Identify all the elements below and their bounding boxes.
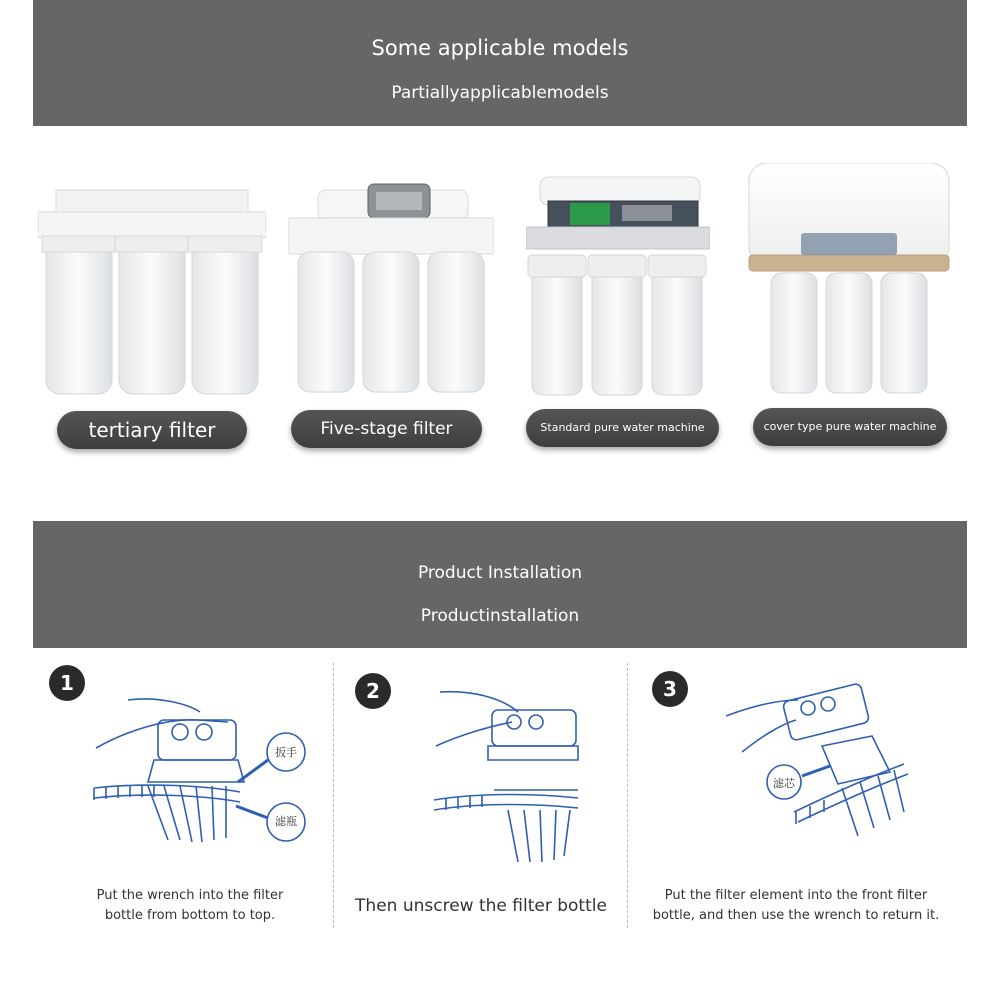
product-image-five-stage-filter: [288, 182, 494, 396]
step-number-1: 1: [49, 665, 85, 701]
callout-wrench: 扳手: [275, 746, 297, 759]
step-1-caption: [60, 886, 320, 926]
models-subtitle: Partiallyapplicablemodels: [391, 83, 609, 103]
callout-filter-element: 滤芯: [773, 777, 795, 790]
installation-banner: [33, 521, 967, 648]
step-number-3: 3: [652, 671, 688, 707]
step-3-illustration: [722, 676, 926, 862]
label-pill-tertiary-filter: tertiary filter: [57, 411, 247, 449]
step-3-caption-line1: Put the filter element into the front filter: [664, 888, 928, 903]
label-pill-standard-pure-water-machine: Standard pure water machine: [526, 409, 719, 447]
installation-subtitle: Productinstallation: [420, 606, 580, 626]
models-title: Some applicable models: [371, 36, 629, 60]
models-banner: [33, 0, 967, 126]
step-1-caption-line1: Put the wrench into the filter: [96, 888, 284, 903]
product-image-cover-type-pure-water-machine: [745, 163, 953, 395]
step-1-caption-line2: bottle from bottom to top.: [104, 908, 276, 923]
installation-title: Product Installation: [417, 563, 583, 583]
step-2-illustration: [432, 686, 582, 866]
step-divider-1: [333, 663, 334, 928]
label-pill-cover-type-pure-water-machine: cover type pure water machine: [753, 408, 947, 446]
label-pill-five-stage-filter: Five-stage filter: [291, 410, 482, 448]
step-divider-2: [627, 663, 628, 928]
step-3-caption-line2: bottle, and then use the wrench to return it.: [652, 908, 940, 923]
step-2-caption: Then unscrew the filter bottle: [355, 896, 607, 916]
step-3-caption: [637, 886, 955, 926]
product-image-standard-pure-water-machine: [526, 173, 710, 397]
step-number-2: 2: [355, 673, 391, 709]
callout-filter-bottle: 滤瓶: [275, 815, 297, 828]
product-image-tertiary-filter: [38, 186, 266, 396]
step-1-illustration: [88, 690, 318, 860]
